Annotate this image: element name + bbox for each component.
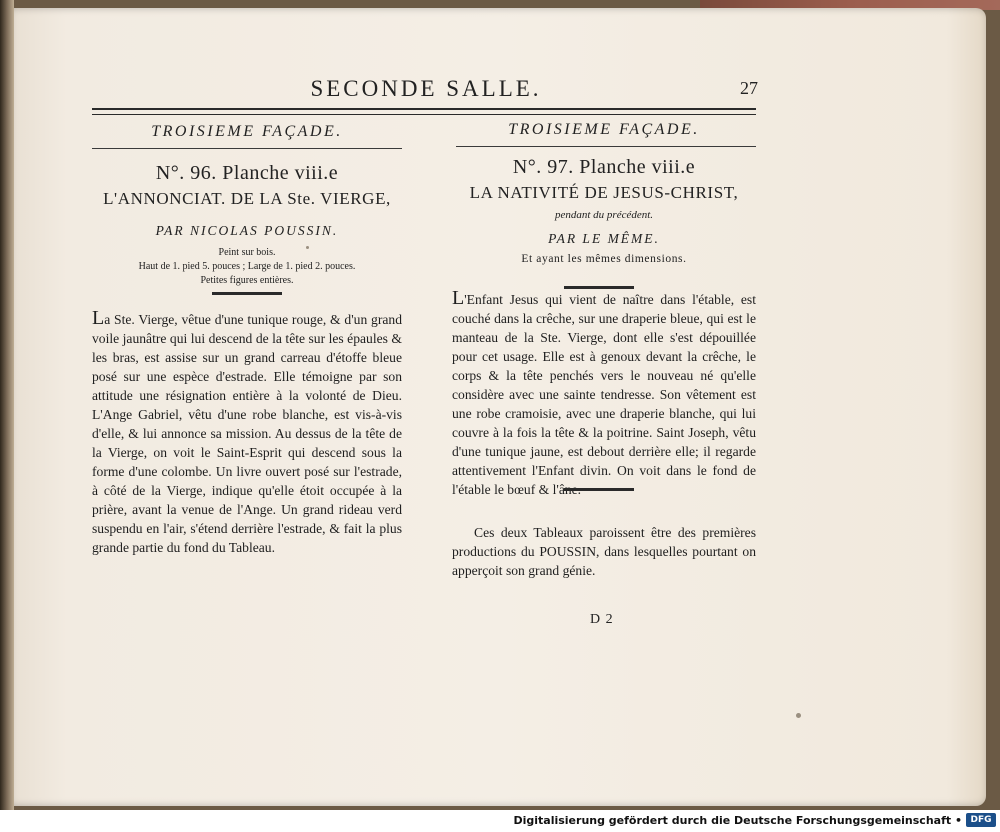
facade-heading: TROISIEME FAÇADE. xyxy=(151,123,343,140)
left-column xyxy=(92,118,402,557)
book-spine-edge xyxy=(0,0,14,810)
painting-title: LA NATIVITÉ DE JESUS-CHRIST, xyxy=(469,183,739,202)
figures-note: Petites figures entières. xyxy=(200,275,294,286)
right-separator-rule xyxy=(564,286,634,289)
dimensions-note: Haut de 1. pied 5. pouces ; Large de 1. pied 2. pouces. xyxy=(138,261,356,272)
closing-note: Ces deux Tableaux paroissent être des premières productions du POUSSIN, dans lesquelles pourtant on apperçoit son grand génie. xyxy=(452,525,756,578)
paper-blemish xyxy=(796,713,801,718)
description-body: 'Enfant Jesus qui vient de naître dans l'étable, est couché dans la crêche, sur une draperie bleue, qui est le manteau de la Ste. Vierge, dont elle s'est dépouillée pour cet usage. Elle est à genoux devant la crêche, le corps & la tête penchés vers le nouveau né qu'elle considère avec une sainte tendresse. Son vêtement est une robe cramoisie, avec une draperie blanche, qui lui couvre à la fois la tête & la poitrine. Saint Joseph, vêtu d'une tunique jaune, est debout derrière elle; il regarde attentivement l'Enfant divin. On voit dans le fond de l'étable le bœuf & l'âne. xyxy=(452,292,756,497)
signature-mark: D 2 xyxy=(590,612,614,627)
pendant-note: pendant du précédent. xyxy=(554,209,654,221)
drop-cap: L xyxy=(452,287,465,309)
right-facade-rule xyxy=(456,146,756,147)
painter-attribution: PAR LE MÊME. xyxy=(548,231,660,246)
paper-blemish xyxy=(306,246,309,249)
page-header xyxy=(92,72,760,110)
left-separator-rule xyxy=(212,292,282,295)
right-column xyxy=(452,118,756,580)
page-title: SECONDE SALLE. xyxy=(310,76,542,101)
dfg-logo: DFG xyxy=(966,813,996,827)
header-double-rule xyxy=(92,108,756,115)
description-text xyxy=(452,287,756,499)
right-note-separator-rule xyxy=(564,488,634,491)
planche-number: N°. 97. Planche viii.e xyxy=(512,156,696,178)
painting-title: L'ANNONCIAT. DE LA Ste. VIERGE, xyxy=(103,189,391,208)
page-number: 27 xyxy=(740,78,758,98)
painter-attribution: PAR NICOLAS POUSSIN. xyxy=(155,223,339,238)
dimensions-note: Et ayant les mêmes dimensions. xyxy=(521,253,687,265)
medium-note: Peint sur bois. xyxy=(218,247,276,258)
drop-cap: L xyxy=(92,307,105,329)
digitization-credit: Digitalisierung gefördert durch die Deutsche Forschungsgemeinschaft • xyxy=(513,814,962,827)
facade-heading: TROISIEME FAÇADE. xyxy=(508,121,700,138)
left-facade-rule xyxy=(92,148,402,149)
planche-number: N°. 96. Planche viii.e xyxy=(155,162,339,184)
description-body: a Ste. Vierge, vêtue d'une tunique rouge, & d'un grand voile jaunâtre qui lui descend de la tête sur les épaules & les bras, est assise sur un grand carreau d'étoffe bleue posé sur une espèce d'estrade. Elle témoigne par son attitude une résignation entière à la volonté de Dieu. L'Ange Gabriel, vêtu d'une robe blanche, est vis-à-vis d'elle, & lui annonce sa mission. Au dessus de la tête de la Vierge, on voit le Saint-Esprit qui descend sous la forme d'une colombe. Un livre ouvert posé sur l'estrade, à côté de la Vierge, indique qu'elle étoit occupée à la prière, avant la venue de l'Ange. Un grand rideau verd suspendu en l'air, s'étend derrière l'estrade, & fait la plus grande partie du fond du Tableau. xyxy=(92,312,402,555)
description-text xyxy=(92,307,402,557)
